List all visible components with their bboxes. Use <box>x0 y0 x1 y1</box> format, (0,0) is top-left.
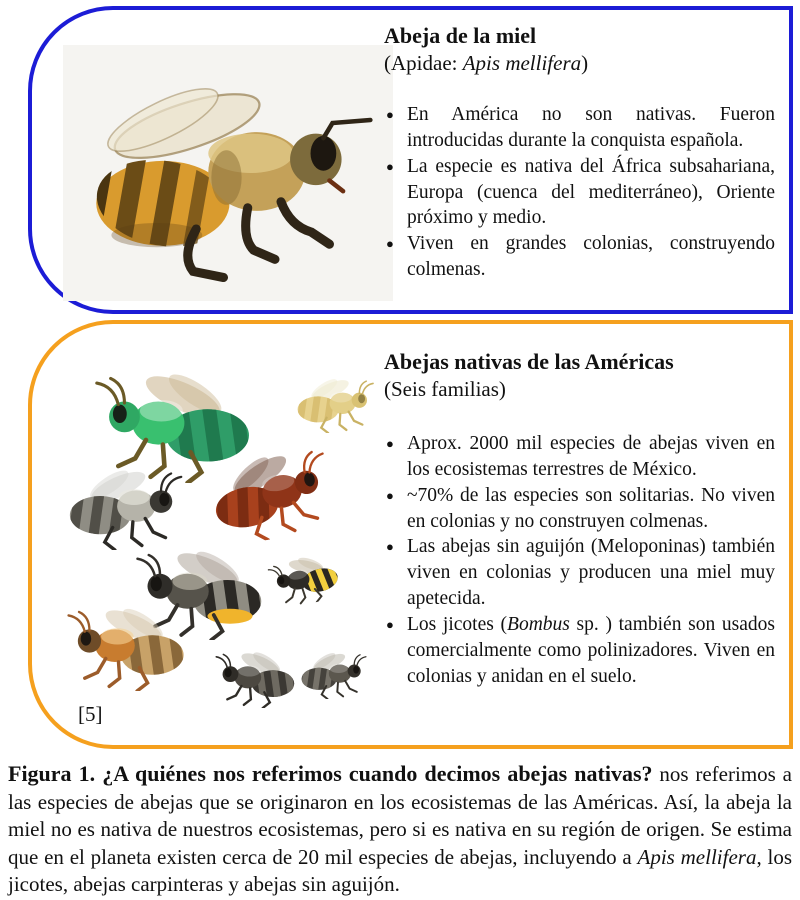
honey-text-column <box>384 22 775 283</box>
yellow-black-bee-photo <box>257 543 347 614</box>
native-text-column <box>384 348 775 690</box>
honey-bullet-list <box>384 102 775 283</box>
small-dark-bee-photo-2 <box>297 647 375 699</box>
tawny-fuzzy-bee-photo <box>52 598 192 691</box>
photo-credit-citation: [5] <box>78 702 103 726</box>
honey-subtitle: (Apidae: Apis mellifera) <box>384 50 589 75</box>
bombus-species-name: Bombus <box>507 614 570 636</box>
native-bees-panel <box>28 320 793 749</box>
honey-species-name: Apis mellifera <box>462 50 582 75</box>
native-bullet-3: ● Las abejas sin aguijón (Meloponinas) también viven en colonias y producen una miel muy apetecida. <box>384 534 775 612</box>
figure-caption: Figura 1. ¿A quiénes nos referimos cuando decimos abejas nativas? nos referimos a las especies de abejas que se originaron en los ecosistemas de las Américas. Así, la abeja la miel no es nativa de nuestros ecosistemas, pero si es nativa en su región de origen. Se estima que en el planeta existen cerca de 20 mil especies de abejas, incluyendo a Apis mellifera, los jicotes, abejas carpinteras y abejas sin aguijón. <box>8 761 792 897</box>
honey-bee-panel <box>28 6 793 314</box>
caption-species-name: Apis mellifera <box>637 844 757 869</box>
honey-bee-photo <box>63 45 393 301</box>
caption-lead: Figura 1. ¿A quiénes nos referimos cuando decimos abejas nativas? <box>8 761 653 786</box>
pale-yellow-bee-photo <box>292 372 384 433</box>
native-bees-photo-collage <box>40 330 392 738</box>
native-bullet-list <box>384 431 775 690</box>
honey-bullet-3: ● Viven en grandes colonias, construyendo colmenas. <box>384 231 775 283</box>
native-bullet-4: ● Los jicotes (Bombus sp. ) también son usados comercialmente como polinizadores. Viven en colonias y anidan en el suelo. <box>384 612 775 690</box>
small-dark-bee-photo <box>205 645 300 708</box>
gray-mining-bee-photo <box>62 460 197 550</box>
honey-bullet-1: ● En América no son nativas. Fueron introducidas durante la conquista española. <box>384 102 775 154</box>
honey-bee-illustration <box>69 59 387 287</box>
honey-bullet-2: ● La especie es nativa del África subsahariana, Europa (cuenca del mediterráneo), Oriente próximo y medio. <box>384 154 775 232</box>
native-subtitle: (Seis familias) <box>384 376 506 401</box>
native-bullet-2: ● ~70% de las especies son solitarias. No viven en colonias y no construyen colmenas. <box>384 483 775 535</box>
native-title: Abejas nativas de las Américas <box>384 349 674 374</box>
native-bullet-1: ● Aprox. 2000 mil especies de abejas viven en los ecosistemas terrestres de México. <box>384 431 775 483</box>
honey-title: Abeja de la miel <box>384 23 537 48</box>
